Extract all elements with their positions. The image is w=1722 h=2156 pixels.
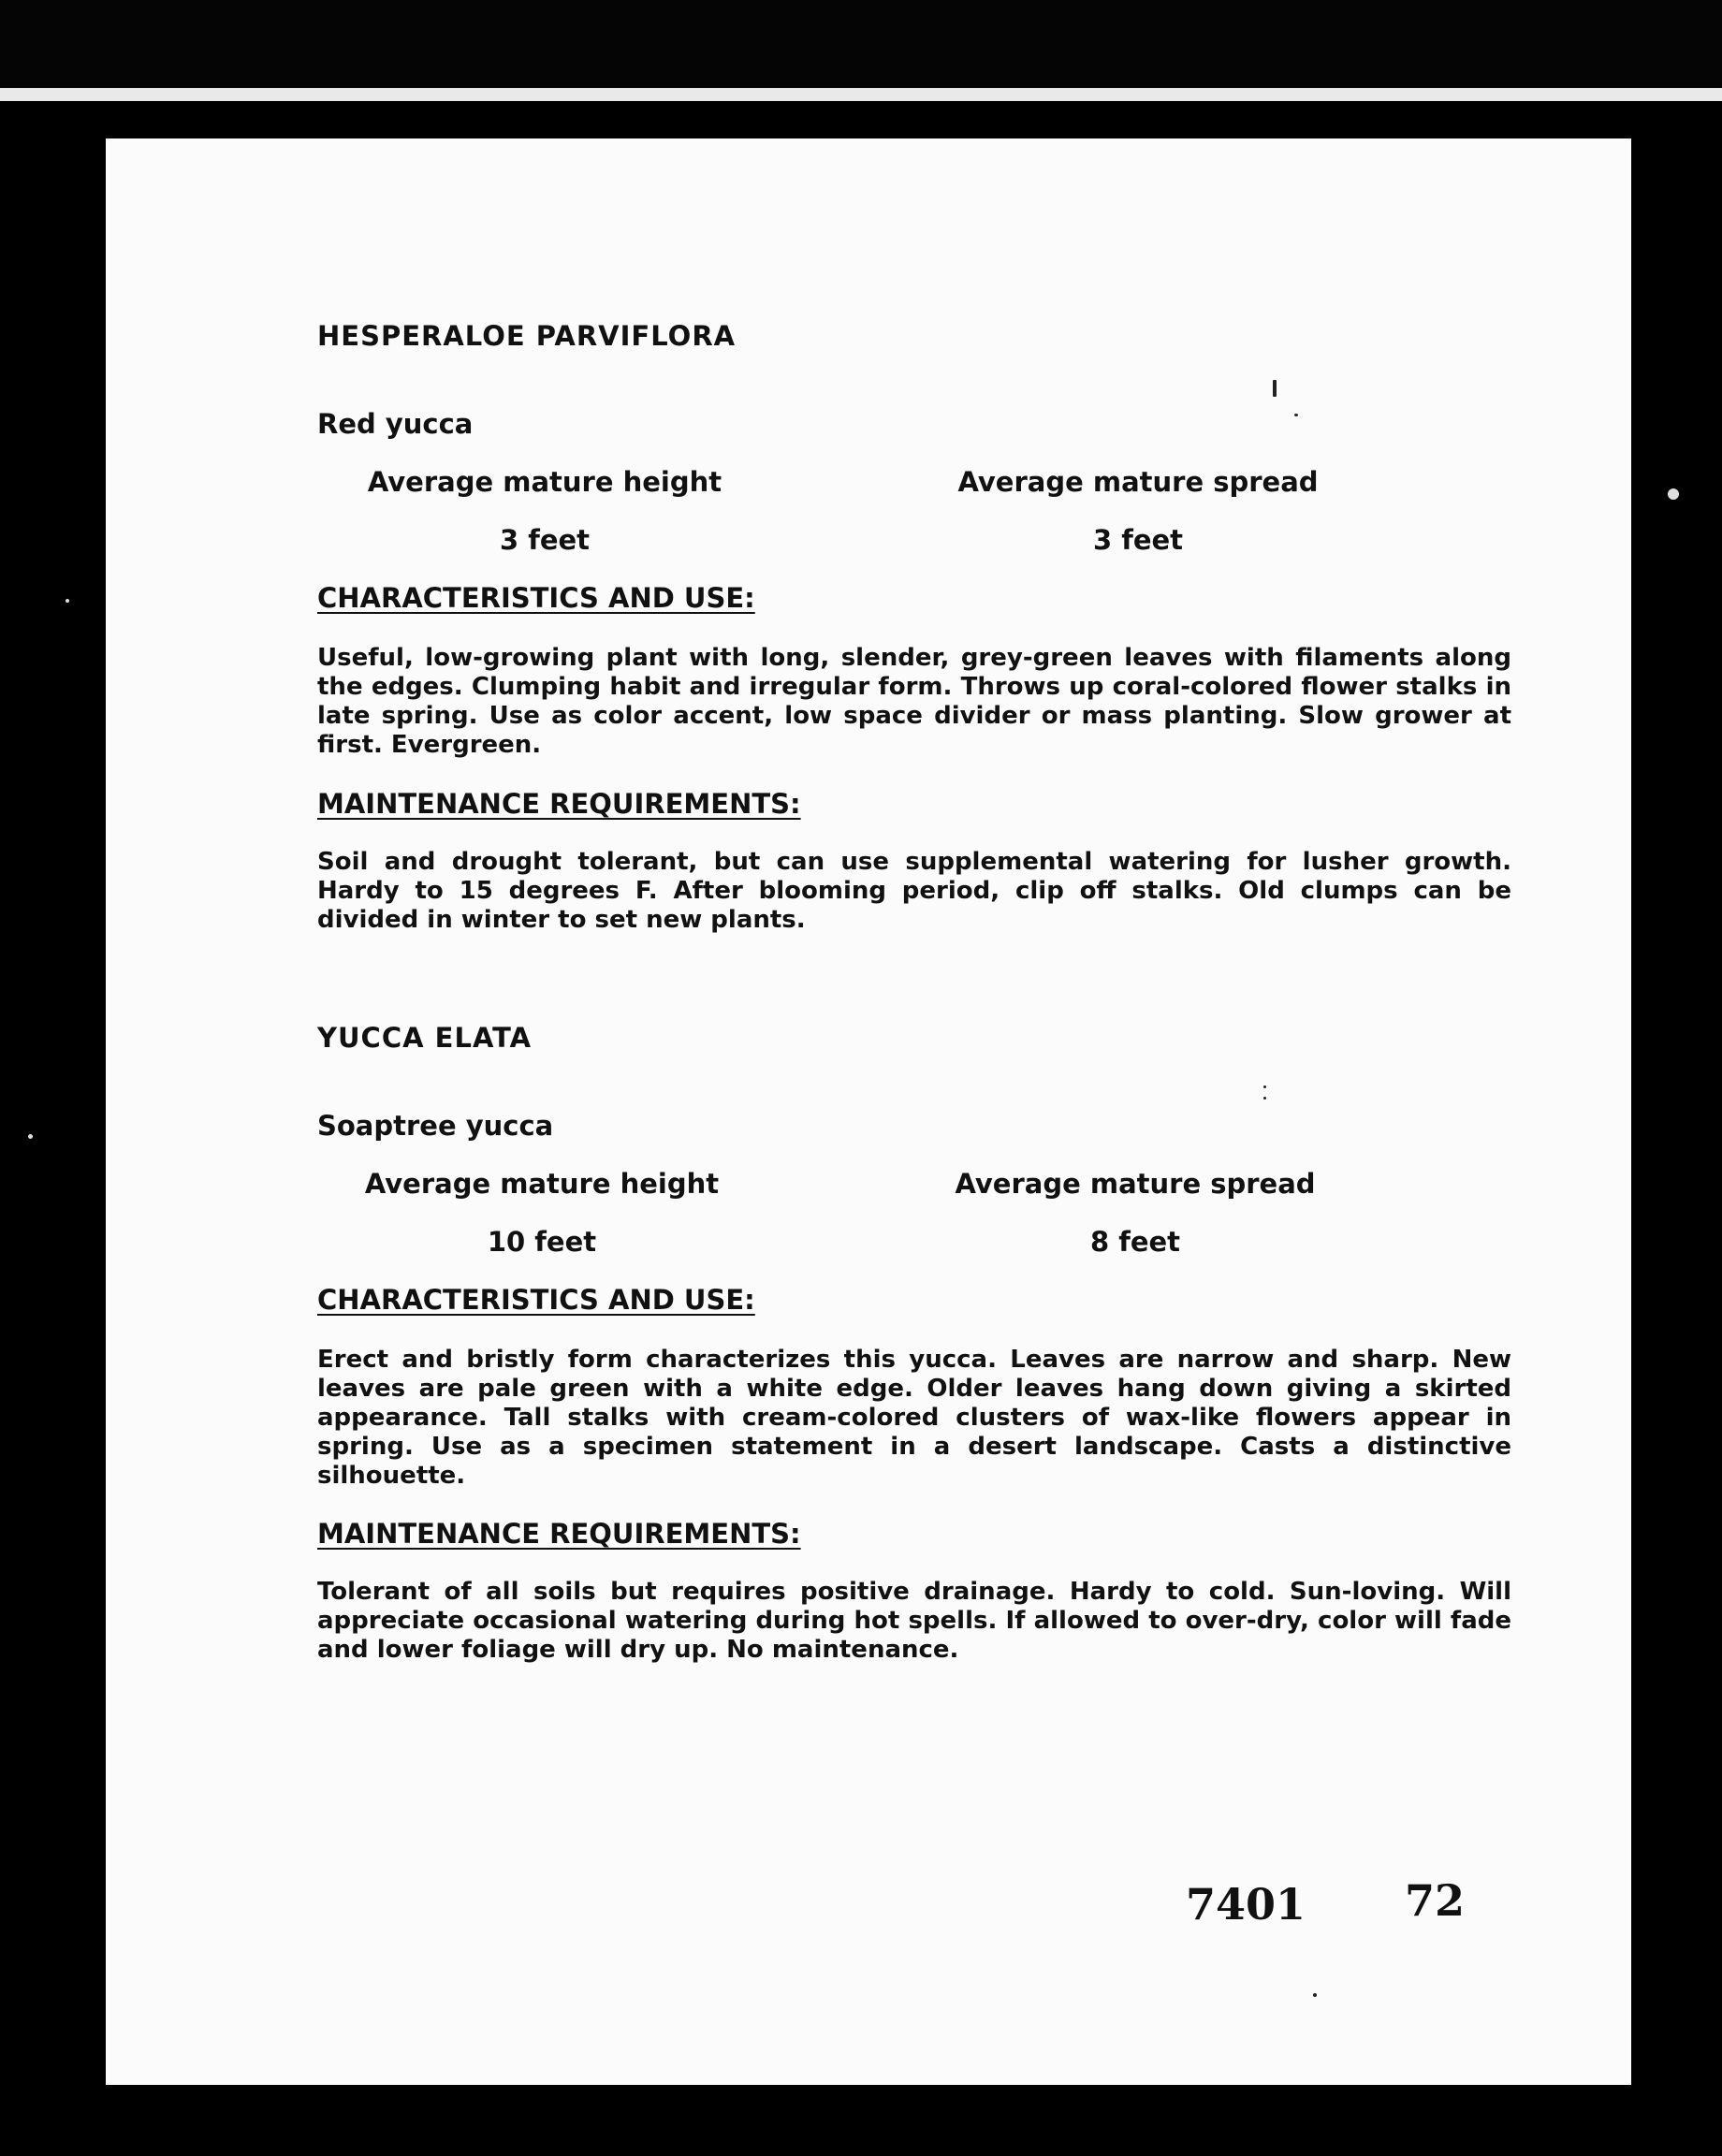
document-page — [106, 138, 1631, 2085]
scan-speck — [66, 599, 69, 603]
plant-1-characteristics-text: Useful, low-growing plant with long, slender, grey-green leaves with filaments along the edges. Clumping habit and irregular form. Throws up coral-colored flower stalks in late spring. Use as color accent, low space divider or mass planting. Slow grower at first. Evergreen. — [317, 644, 1511, 759]
plant-1-characteristics-heading: CHARACTERISTICS AND USE: — [317, 582, 755, 614]
plant-2-spread-label: Average mature spread — [955, 1168, 1316, 1200]
plant-1-height-label: Average mature height — [367, 466, 722, 498]
plant-1-maintenance-text: Soil and drought tolerant, but can use supplemental watering for lusher growth. Hardy to 15 degrees F. After blooming period, clip off stalks. Old clumps can be divided in winter to set new plants. — [317, 848, 1511, 934]
plant-2-spread-value: 8 feet — [1089, 1226, 1181, 1258]
plant-1-maintenance-heading: MAINTENANCE REQUIREMENTS: — [317, 788, 801, 820]
plant-2-species: YUCCA ELATA — [317, 1022, 533, 1054]
plant-1-spread-value: 3 feet — [1092, 524, 1184, 556]
scan-top-border — [0, 0, 1722, 101]
scan-speck — [1294, 414, 1298, 416]
scan-speck — [1668, 488, 1679, 500]
scan-speck — [1263, 1085, 1266, 1088]
plant-1-common-name: Red yucca — [317, 408, 474, 440]
plant-1-species: HESPERALOE PARVIFLORA — [317, 320, 737, 352]
plant-1-height-value: 3 feet — [499, 524, 591, 556]
plant-2-characteristics-heading: CHARACTERISTICS AND USE: — [317, 1284, 755, 1316]
scan-speck — [1313, 1993, 1317, 1997]
plant-2-common-name: Soaptree yucca — [317, 1110, 554, 1142]
plant-1-spread-label: Average mature spread — [957, 466, 1319, 498]
page-number: 72 — [1405, 1875, 1466, 1926]
scan-speck — [28, 1134, 33, 1139]
plant-2-maintenance-heading: MAINTENANCE REQUIREMENTS: — [317, 1518, 801, 1550]
plant-2-characteristics-text: Erect and bristly form characterizes this yucca. Leaves are narrow and sharp. New leaves are pale green with a white edge. Older leaves hang down giving a skirted appearance. Tall stalks with cream-colored clusters of wax-like flowers appear in spring. Use as a specimen statement in a desert landscape. Casts a distinctive silhouette. — [317, 1346, 1511, 1490]
plant-2-maintenance-text: Tolerant of all soils but requires positive drainage. Hardy to cold. Sun-loving. Will appreciate occasional watering during hot spells. If allowed to over-dry, color will fade and lower foliage will dry up. No maintenance. — [317, 1578, 1511, 1664]
scan-speck — [1273, 380, 1277, 397]
document-number: 7401 — [1186, 1879, 1306, 1930]
plant-2-height-label: Average mature height — [364, 1168, 720, 1200]
scan-speck — [1263, 1097, 1266, 1100]
plant-2-height-value: 10 feet — [487, 1226, 597, 1258]
